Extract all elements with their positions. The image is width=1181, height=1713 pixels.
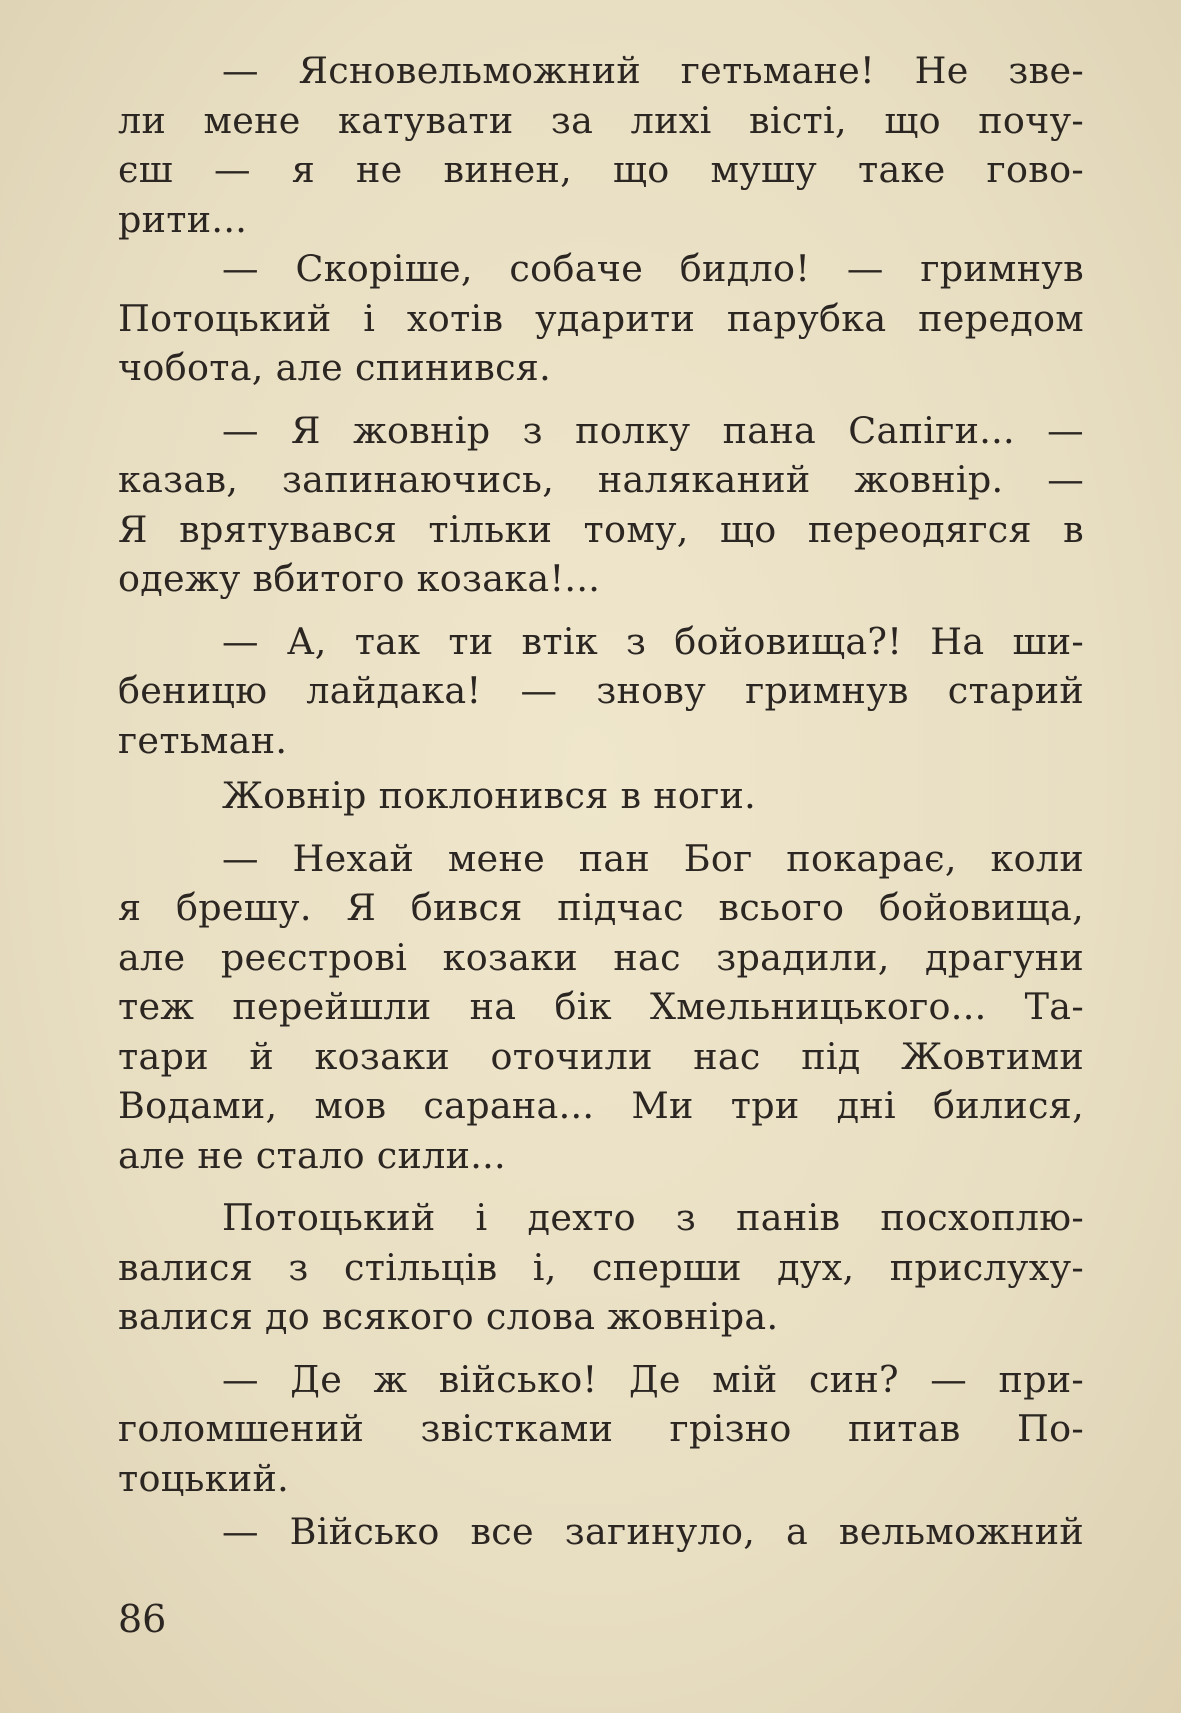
text-line: — Я жовнір з полку пана Сапіги... — xyxy=(222,408,1084,452)
paragraph-6 xyxy=(118,834,1084,1181)
text-line: Жовнір поклонився в ноги. xyxy=(222,774,757,817)
paragraph-7 xyxy=(118,1193,1084,1342)
paragraph-4 xyxy=(118,617,1084,766)
paragraph-8 xyxy=(118,1355,1084,1504)
paragraph-9 xyxy=(118,1507,1084,1557)
text-line: — Скоріше, собаче бидло! — гримнув xyxy=(222,247,1084,290)
text-line: чобота, але спинився. xyxy=(118,346,552,389)
text-line: — Військо все загинуло, а вельможний xyxy=(222,1510,1084,1553)
text-line: — Нехай мене пан Бог покарає, коли xyxy=(222,836,1084,880)
text-line: валися з стільців і, сперши дух, прислуху- xyxy=(118,1245,1084,1289)
text-line: єш — я не винен, що мушу таке гово- xyxy=(118,148,1084,191)
text-line: рити... xyxy=(118,197,248,241)
text-line: Водами, мов сарана... Ми три дні билися, xyxy=(118,1084,1084,1127)
text-line: ли мене катувати за лихі вісті, що почу- xyxy=(118,98,1084,142)
paragraph-3 xyxy=(118,406,1084,604)
text-line: — А, так ти втік з бойовища?! На ши- xyxy=(222,619,1084,663)
text-line: але реєстрові козаки нас зрадили, драгуни xyxy=(118,935,1084,979)
text-line: теж перейшли на бік Хмельницького... Та- xyxy=(118,985,1084,1028)
text-line: беницю лайдака! — знову гримнув старий xyxy=(118,669,1084,712)
text-line: тоцький. xyxy=(118,1456,289,1500)
text-line: одежу вбитого козака!... xyxy=(118,557,601,600)
text-line: тари й козаки оточили нас під Жовтими xyxy=(118,1034,1084,1078)
text-line: Я врятувався тільки тому, що переодягся в xyxy=(118,507,1084,551)
text-line: гетьман. xyxy=(118,718,288,762)
paragraph-5 xyxy=(118,771,1084,821)
text-line: — Ясновельможний гетьмане! Не зве- xyxy=(222,49,1084,92)
text-line: але не стало сили... xyxy=(118,1133,506,1177)
page-number: 86 xyxy=(118,1597,167,1641)
text-line: валися до всякого слова жовніра. xyxy=(118,1295,779,1338)
text-line: я брешу. Я бився підчас всього бойовища, xyxy=(118,886,1084,929)
page-text xyxy=(118,46,1084,1557)
text-line: Потоцький і хотів ударити парубка передом xyxy=(118,296,1084,340)
paragraph-2 xyxy=(118,244,1084,393)
text-line: казав, запинаючись, наляканий жовнір. — xyxy=(118,458,1084,501)
text-line: голомшений звістками грізно питав По- xyxy=(118,1407,1084,1450)
text-line: — Де ж військо! Де мій син? — при- xyxy=(222,1357,1084,1401)
paragraph-1 xyxy=(118,46,1084,244)
text-line: Потоцький і дехто з панів посхоплю- xyxy=(222,1196,1084,1239)
